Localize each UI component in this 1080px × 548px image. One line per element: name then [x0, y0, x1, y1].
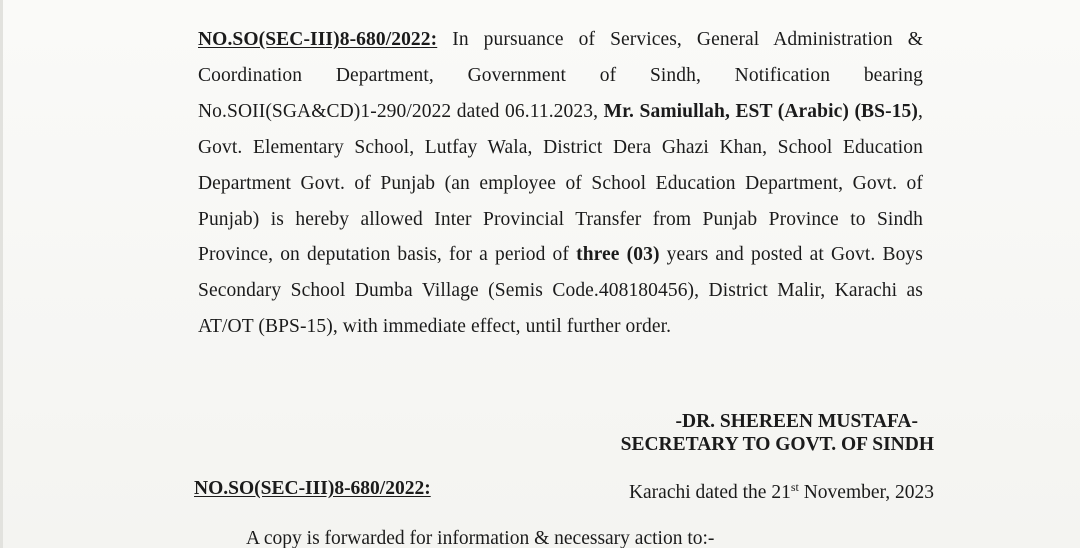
date-rest: November, 2023: [798, 482, 934, 503]
endorsement-ref-number: NO.SO(SEC-III)8-680/2022:: [194, 478, 431, 499]
notification-paragraph: [198, 22, 923, 345]
date-ordinal: st: [790, 480, 799, 494]
notification-text-3: years and posted at Govt. Boys Secondary School Dumba Village (Semis Code.408180456), District Malir, Karachi as AT/OT (BPS-15), with immediate effect, until further order.: [198, 244, 923, 338]
notification-ref-number: NO.SO(SEC-III)8-680/2022:: [198, 29, 438, 50]
employee-name: Mr. Samiullah, EST (Arabic) (BS-15): [603, 100, 918, 122]
deputation-period: three (03): [576, 244, 660, 266]
notification-text-2: , Govt. Elementary School, Lutfay Wala, District Dera Ghazi Khan, School Education Department Govt. of Punjab (an employee of School Education Department, Govt. of Punjab) is hereby allowed Inter Provincial Transfer from Punjab Province to Sindh Province, on deputation basis, for a period of: [198, 100, 923, 266]
endorsement-date: [629, 480, 934, 504]
notification-text-1: In pursuance of Services, General Administration & Coordination Department, Government of Sindh, Notification bearing No.SOII(SGA&CD)1-290/2022 dated 06.11.2023,: [198, 29, 923, 122]
page-edge: [0, 0, 3, 548]
signatory-title: SECRETARY TO GOVT. OF SINDH: [620, 434, 934, 455]
signatory-name: -DR. SHEREEN MUSTAFA-: [675, 411, 918, 432]
date-prefix: Karachi dated the 21: [628, 482, 791, 503]
copy-forwarded-line: A copy is forwarded for information & necessary action to:-: [246, 528, 715, 548]
